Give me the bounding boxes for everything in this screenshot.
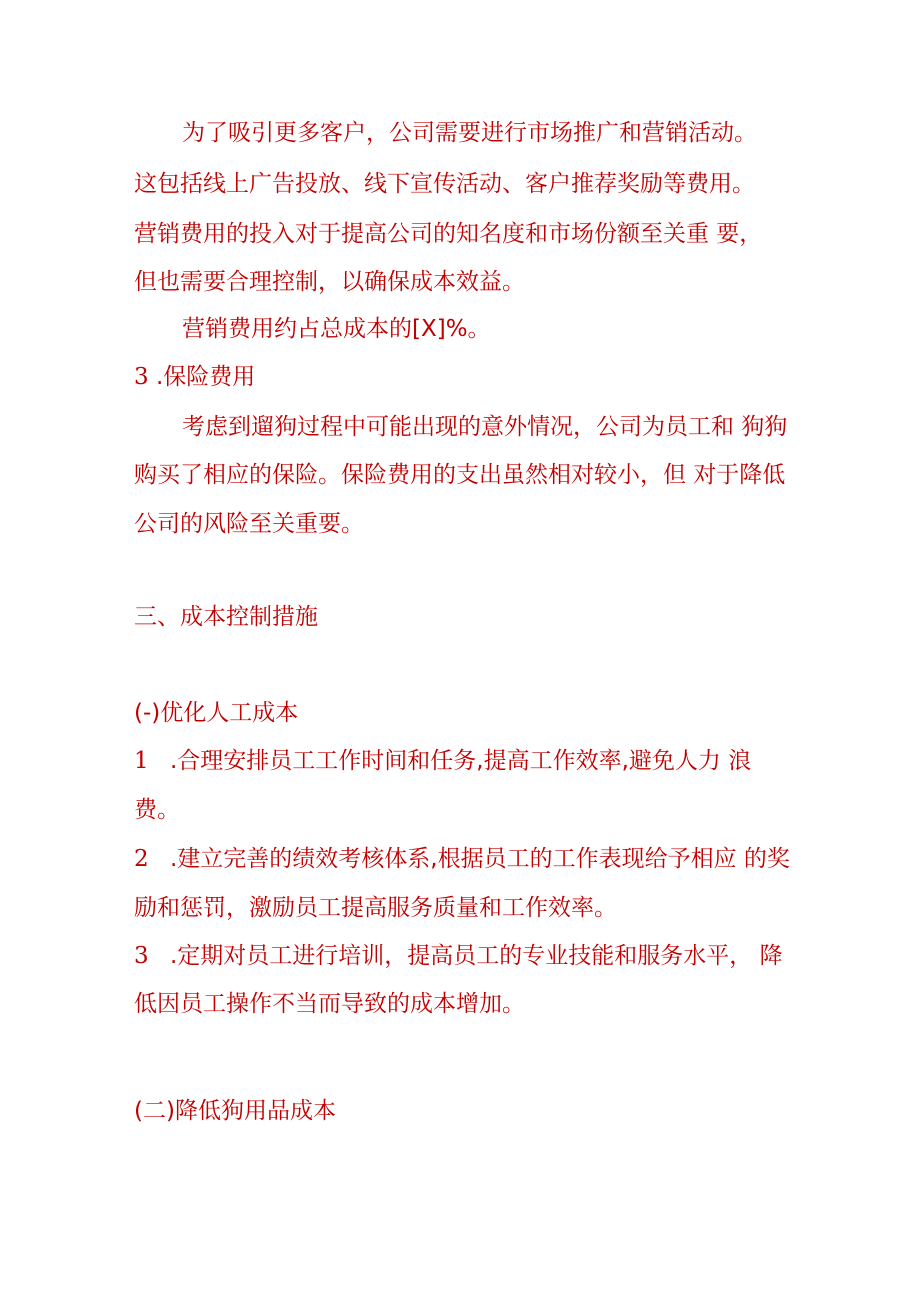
list-text: .建立完善的绩效考核体系,根据员工的工作表现给予相应 的奖 bbox=[169, 846, 790, 872]
list-item-continuation: 低因员工操作不当而导致的成本增加。 bbox=[134, 991, 525, 1017]
list-item-line bbox=[134, 843, 790, 875]
paragraph-line: 购买了相应的保险。保险费用的支出虽然相对较小，但 对于降低 bbox=[134, 462, 786, 488]
section-heading: 三、成本控制措施 bbox=[134, 604, 318, 630]
list-text: .定期对员工进行培训，提高员工的专业技能和服务水平， 降 bbox=[169, 943, 783, 969]
subsection-heading: (-)优化人工成本 bbox=[134, 700, 299, 726]
list-item-line bbox=[134, 940, 783, 972]
paragraph-line: 公司的风险至关重要。 bbox=[134, 511, 364, 537]
list-item-continuation: 费。 bbox=[134, 797, 180, 823]
insurance-heading bbox=[134, 361, 255, 393]
heading-text: .保险费用 bbox=[155, 364, 256, 390]
paragraph-line: 为了吸引更多客户，公司需要进行市场推广和营销活动。 bbox=[182, 120, 757, 146]
list-number: 1 bbox=[134, 748, 149, 774]
paragraph-line: 营销费用的投入对于提高公司的知名度和市场份额至关重 要， bbox=[134, 221, 763, 247]
heading-number: 3 bbox=[134, 364, 149, 390]
paragraph-line: 考虑到遛狗过程中可能出现的意外情况，公司为员工和 狗狗 bbox=[182, 414, 788, 440]
ratio-line: 营销费用约占总成本的[X]%。 bbox=[182, 316, 491, 342]
subsection-heading: (二)降低狗用品成本 bbox=[134, 1098, 336, 1124]
list-text: .合理安排员工工作时间和任务,提高工作效率,避免人力 浪 bbox=[169, 748, 752, 774]
paragraph-line: 但也需要合理控制，以确保成本效益。 bbox=[134, 269, 525, 295]
paragraph-line: 这包括线上广告投放、线下宣传活动、客户推荐奖励等费用。 bbox=[134, 171, 755, 197]
list-number: 2 bbox=[134, 846, 149, 872]
list-item-continuation: 励和惩罚，激励员工提高服务质量和工作效率。 bbox=[134, 895, 617, 921]
list-number: 3 bbox=[134, 943, 149, 969]
list-item-line bbox=[134, 745, 751, 777]
